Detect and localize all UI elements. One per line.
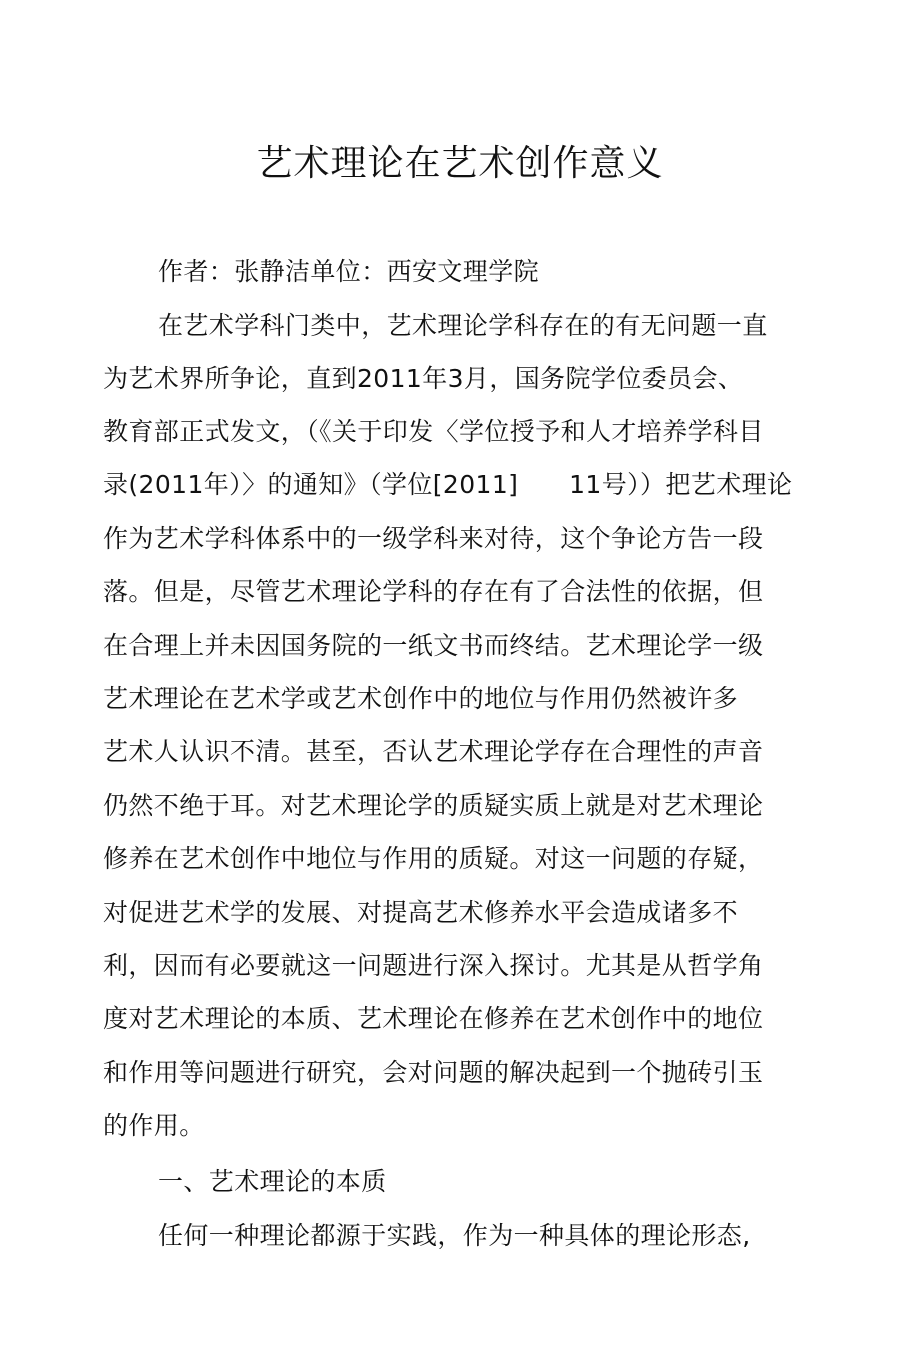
paragraph-line: 艺术理论在艺术学或艺术创作中的地位与作用仍然被许多 xyxy=(103,684,739,713)
section-paragraph-line: 任何一种理论都源于实践，作为一种具体的理论形态, xyxy=(158,1221,751,1250)
paragraph-line: 和作用等问题进行研究，会对问题的解决起到一个抛砖引玉 xyxy=(103,1058,764,1087)
paragraph-line: 度对艺术理论的本质、艺术理论在修养在艺术创作中的地位 xyxy=(103,1004,764,1033)
paragraph-line: 艺术人认识不清。甚至，否认艺术理论学存在合理性的声音 xyxy=(103,737,764,766)
author-affiliation-line: 作者：张静洁单位：西安文理学院 xyxy=(158,257,540,286)
paragraph-line: 的作用。 xyxy=(103,1111,205,1140)
paragraph-line: 录(2011年）〉的通知》（学位[2011] 11号））把艺术理论 xyxy=(103,470,793,499)
section-heading: 一、艺术理论的本质 xyxy=(158,1167,387,1196)
paragraph-line: 作为艺术学科体系中的一级学科来对待，这个争论方告一段 xyxy=(103,524,764,553)
paragraph-line: 仍然不绝于耳。对艺术理论学的质疑实质上就是对艺术理论 xyxy=(103,791,764,820)
paragraph-line: 在合理上并未因国务院的一纸文书而终结。艺术理论学一级 xyxy=(103,631,764,660)
paragraph-line: 在艺术学科门类中，艺术理论学科存在的有无问题一直 xyxy=(158,311,768,340)
paragraph-line: 修养在艺术创作中地位与作用的质疑。对这一问题的存疑， xyxy=(103,844,764,873)
paragraph-line: 教育部正式发文，（《关于印发〈学位授予和人才培养学科目 xyxy=(103,417,764,446)
paragraph-line: 对促进艺术学的发展、对提高艺术修养水平会造成诸多不 xyxy=(103,898,739,927)
paragraph-line: 落。但是，尽管艺术理论学科的存在有了合法性的依据，但 xyxy=(103,577,764,606)
paragraph-line: 利，因而有必要就这一问题进行深入探讨。尤其是从哲学角 xyxy=(103,951,764,980)
paragraph-line: 为艺术界所争论，直到2011年3月，国务院学位委员会、 xyxy=(103,364,744,393)
document-title: 艺术理论在艺术创作意义 xyxy=(256,143,664,184)
